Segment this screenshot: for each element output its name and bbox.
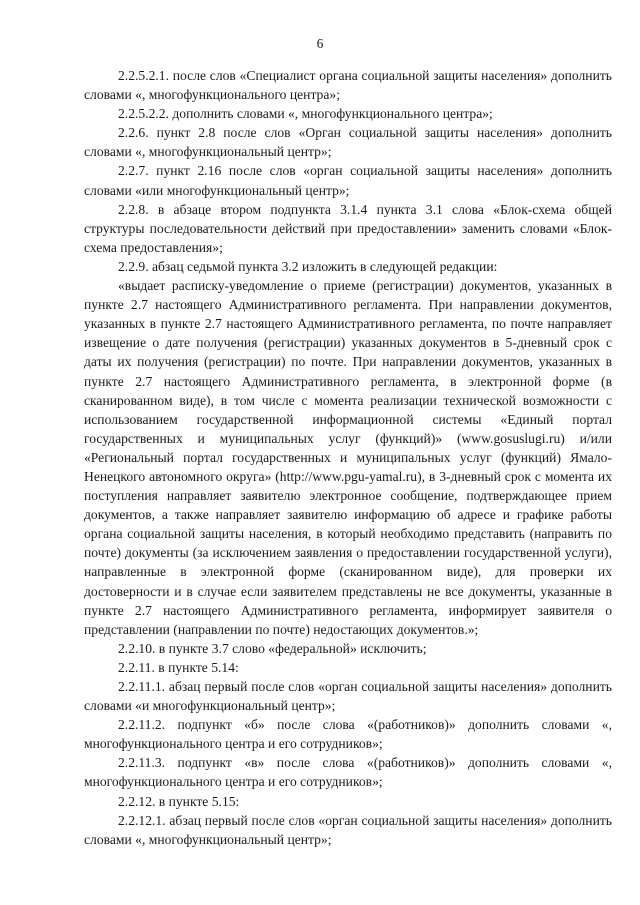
paragraph-2-2-6: 2.2.6. пункт 2.8 после слов «Орган социальной защиты населения» дополнить словами «, многофункциональный центр»; [84,125,612,160]
paragraph-2-2-12-1: 2.2.12.1. абзац первый после слов «орган социальной защиты населения» дополнить словами «, многофункциональный центр»; [84,812,612,847]
document-body [84,66,612,849]
paragraph-2-2-11-3: 2.2.11.3. подпункт «в» после слова «(работников)» дополнить словами «, многофункционального центра и его сотрудников»; [84,755,612,790]
quoted-new-wording: «выдает расписку-уведомление о приеме (регистрации) документов, указанных в пункте 2.7 настоящего Административного регламента. При направлении документов, указанных в пункте 2.7 настоящего Административного регламента, по почте направляет извещение о дате получения (регистрации) указанных документов в 5-дневный срок с даты их получения (регистрации) по почте. При направлении документов, указанных в пункте 2.7 настоящего Административного регламента, в электронной форме (в сканированном виде), в том числе с момента реализации технической возможности с использованием государственной информационной системы «Единый портал государственных и муниципальных услуг (функций)» (www.gosuslugi.ru) и/или «Региональный портал государственных и муниципальных услуг (функций) Ямало-Ненецкого автономного округа» (http://www.pgu-yamal.ru), в 3-дневный срок с момента их поступления направляет заявителю электронное сообщение, подтверждающее прием документов, а также направляет заявителю информацию об адресе и графике работы органа социальной защиты населения, в который необходимо представить (направить по почте) документы (за исключением заявления о предоставлении государственной услуги), направленные в электронной форме (сканированном виде), для проверки их достоверности и в случае если заявителем представлены не все документы, указанные в пункте 2.7 настоящего Административного регламента, информирует заявителя о представлении (направлении по почте) недостающих документов.»; [84,278,612,637]
paragraph-2-2-11-2: 2.2.11.2. подпункт «б» после слова «(работников)» дополнить словами «, многофункционального центра и его сотрудников»; [84,717,612,752]
paragraph-2-2-11: 2.2.11. в пункте 5.14: [118,659,239,675]
paragraph-2-2-10: 2.2.10. в пункте 3.7 слово «федеральной» исключить; [118,640,427,656]
paragraph-2-2-9: 2.2.9. абзац седьмой пункта 3.2 изложить в следующей редакции: [118,258,498,274]
paragraph-2-2-7: 2.2.7. пункт 2.16 после слов «орган социальной защиты населения» дополнить словами «или многофункциональный центр»; [84,163,612,198]
page-number: 6 [316,36,324,51]
paragraph-2-2-5-2-1: 2.2.5.2.1. после слов «Специалист органа социальной защиты населения» дополнить словами «, многофункционального центра»; [84,68,612,103]
paragraph-2-2-11-1: 2.2.11.1. абзац первый после слов «орган социальной защиты населения» дополнить словами «и многофункциональный центр»; [84,679,612,714]
paragraph-2-2-8: 2.2.8. в абзаце втором подпункта 3.1.4 пункта 3.1 слова «Блок-схема общей структуры последовательности действий при предоставлении» заменить словами «Блок-схема предоставления»; [84,201,612,255]
paragraph-2-2-5-2-2: 2.2.5.2.2. дополнить словами «, многофункционального центра»; [118,106,493,122]
paragraph-2-2-12: 2.2.12. в пункте 5.15: [118,793,240,809]
